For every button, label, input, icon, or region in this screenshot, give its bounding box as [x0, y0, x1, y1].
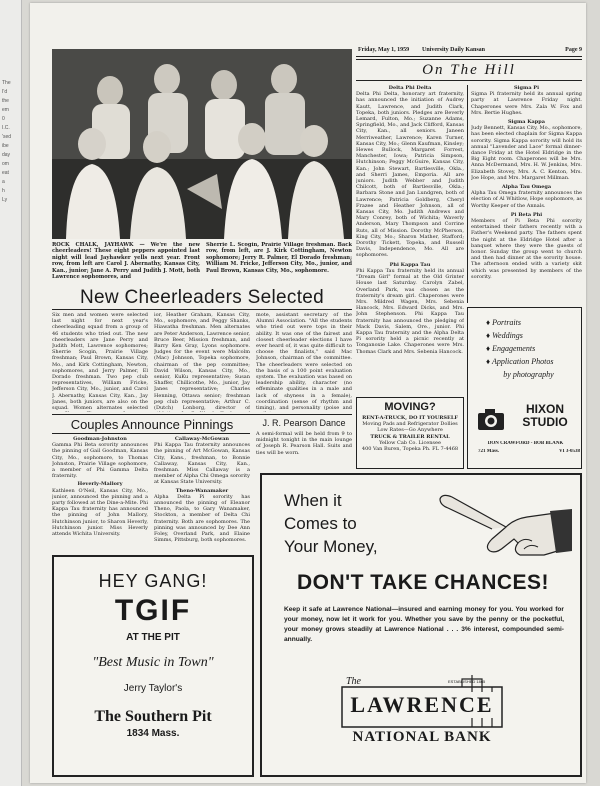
- scanner-edge-fragment: I.C.: [2, 125, 10, 131]
- moving-ad: [356, 397, 464, 469]
- tgif-line3: AT THE PIT: [126, 632, 180, 643]
- cheerleaders-headline: New Cheerleaders Selected: [79, 287, 325, 308]
- photo-caption-right: Sherrie L. Scogin, Prairie Village freshman. Back row, from left, are J. Kirk Cottingham, Newton sophomore; Jerry R. Palmer, El Dorado freshman; William M. Fricke, Jefferson City, Mo., junior, and Paul Brown, Kansas City, Mo., sophomore.: [206, 242, 352, 274]
- scanner-edge-fragment: The: [2, 80, 11, 86]
- header-page: Page 9: [565, 47, 582, 53]
- hixon-item: ♦ Engagements: [486, 344, 536, 353]
- moving-ad-title: MOVING?: [384, 401, 436, 413]
- pinnings-col-2: [154, 436, 250, 548]
- cheer-col-1: Six men and women were selected last night for next year's cheerleading squad from a group of 46 students who tried out. The new cheerleaders are Jane Perry and Judith Mott, Lawrence sophomores; Sherrie Scogin, Prairie Village freshman; Paul Brown, Kansas City, Mo., and Kirk Cottingham, Newton, sophomores, and Jerry Palmer, El Dorado freshman. Two pep club representatives, William Fricke, Jefferson City, Mo., junior, and Carol J. Abernathy, Kansas City, Kan., Jay Janes, both juniors, are also on the squad. Women alternates selected: [52, 312, 148, 412]
- scanner-edge: [0, 0, 22, 786]
- pinning-title: Goodman-Johnston: [73, 436, 127, 442]
- bank-body: Keep it safe at Lawrence National—insured and earning money for you. You worked for your money, now let it work for you. Whether you save by the penny or the pocketful, your money grows steadily at Lawrence National . . . 3% interest, compounded semi-annually.: [284, 606, 564, 643]
- hixon-phone: VI 3-0538: [559, 449, 580, 454]
- hixon-item: ♦ Application Photos: [486, 357, 554, 366]
- hixon-item-label: Engagements: [492, 344, 536, 353]
- cheerleaders-photo: [52, 49, 352, 239]
- bank-headline: DON'T TAKE CHANCES!: [296, 571, 550, 594]
- moving-ad-line: RENT-A-TRUCK, DO IT YOURSELF: [362, 415, 458, 421]
- scanner-edge-fragment: Ly: [2, 197, 8, 203]
- cheerleaders-photo-art: [52, 49, 352, 239]
- scanner-edge-fragment: 'sed: [2, 134, 12, 140]
- section-rule: [52, 414, 352, 415]
- bank-established: ESTABLISHED 1865: [448, 679, 486, 684]
- camera-icon: [476, 404, 506, 434]
- scanner-edge-fragment: 0: [2, 116, 5, 122]
- hill-item-title: Sigma Pi: [514, 85, 539, 91]
- tgif-line4: "Best Music in Town": [92, 655, 214, 670]
- moving-ad-line: Yellow Cab Co. Licensee: [379, 439, 441, 446]
- pointing-hand-icon: [432, 481, 572, 561]
- tgif-line6: The Southern Pit: [94, 708, 212, 725]
- on-the-hill-banner: [356, 59, 582, 81]
- moving-ad-line: TRUCK & TRAILER RENTAL: [370, 433, 450, 440]
- bank-the: The: [346, 676, 361, 687]
- hixon-people: DON CRAWFORD - BOB BLANK: [487, 441, 564, 446]
- pinnings-col-1: [52, 436, 148, 548]
- scanner-edge-fragment: em: [2, 107, 9, 113]
- hill-item-body: Judy Bennett, Kansas City, Mo., sophomore, has been elected chaplain for Sigma Kappa sorority. Sigma Kappa sorority will hold its annual "Lavender and Lace" formal dinner-dance Friday at the Hotel Eldridge in the Big Eight room. Chaperones will be Mrs. Anna McDermand, Mrs. H. W. Jenkins, Mrs. Elizabeth Stovey, Mrs. A. C. Kenton, Mrs. Joe Hope, and Mrs. Margaret Millman.: [471, 125, 582, 181]
- scanner-edge-fragment: day: [2, 152, 11, 158]
- header-rule: [356, 56, 582, 57]
- bank-logo: [322, 665, 522, 745]
- photo-caption-left: ROCK CHALK, JAYHAWK — We're the new cheerleaders! These eight peppers appointed last night will lead Jayhawker yells next year. Front row, from left are Carol J. Abernathy, Kansas City, Kan., junior; Jane A. Perry and Judith J. Mott, both Lawrence sophomores, and: [52, 242, 200, 281]
- bank-tagline: [284, 489, 378, 558]
- hill-item-body: Phi Kappa Tau fraternity held its annual "Dream Girl" formal at the Old Grinter House last Saturday. Carolyn Zabel, Overland Park, was chosen as the fraternity's dream girl. Chaperones were Mrs. Mildred Wagen, Mrs. Sebenia Hancock, Mrs. Edward Dicks, and Mrs. John Stephenson. Phi Kappa Tau fraternity has announced the pledging of Mack Davis, Salem, Ore., junior. Phi Kappa Tau fraternity and the Alpha Delta Pi sorority held a picnic recently at Tonganoxie Lake. Chaperones were Mrs. Thomas Clark and Mrs. Sebenia Hancock.: [356, 267, 464, 355]
- hixon-item-label: Weddings: [492, 331, 523, 340]
- header-date: Friday, May 1, 1959: [358, 47, 410, 53]
- bank-ad: [260, 473, 582, 777]
- hixon-item-label: Portraits: [492, 318, 521, 327]
- bank-name-2: NATIONAL BANK: [352, 729, 492, 745]
- hill-item-title: Phi Kappa Tau: [389, 261, 431, 268]
- bank-name: LAWRENCE: [344, 692, 500, 718]
- pinning-title: Heverly-Mallory: [77, 481, 123, 488]
- hill-item-body: Members of Pi Beta Phi sorority entertained their fathers recently with a Father's Weekend party. The fathers spent the night at the Eldridge Hotel after a banquet where they were the guests of honor. Sunday the group went to church and then had dinner at the sorority house. The afternoon ended with a variety skit which was presented by members of the sorority.: [471, 218, 582, 280]
- hixon-ad: [467, 307, 582, 469]
- hill-item-title: Sigma Kappa: [507, 119, 546, 126]
- hixon-name-bottom: STUDIO: [522, 415, 568, 429]
- scanner-edge-fragment: om: [2, 161, 9, 167]
- dance-title: J. R. Pearson Dance: [262, 418, 346, 428]
- hill-item-title: Alpha Tau Omega: [501, 184, 552, 191]
- scanner-edge-fragment: ibe: [2, 143, 9, 149]
- moving-ad-line: 400 Van Buren, Topeka Ph. FL 7-4468: [361, 446, 459, 453]
- scanner-edge-fragment: I'd: [2, 89, 8, 95]
- pinnings-headline: Couples Announce Pinnings: [70, 417, 234, 432]
- col-divider: [467, 85, 468, 303]
- hill-col-1: [356, 85, 464, 393]
- newspaper-page: [30, 3, 586, 783]
- hixon-by: by photography: [503, 370, 554, 379]
- pinning-body: Alpha Delta Pi sorority has announced the pinning of Eleanor Theno, Paola, to Gary Wanamaker, Stockton, a member of Delta Chi fraternity. Both are sophomores. The pinning was announced by Dee Ann Foley, Overland Park, and Elaine Simms, Pittsburg, both sophomores.: [154, 493, 250, 544]
- hixon-address: 721 Mass.: [478, 449, 500, 454]
- scanner-edge-fragment: the: [2, 98, 9, 104]
- bank-tagline-line: Your Money,: [284, 537, 378, 556]
- hixon-name-top: HIXON: [525, 402, 564, 416]
- cheer-rule: [52, 309, 352, 310]
- scanner-edge-fragment: h: [2, 188, 5, 194]
- tgif-line1: HEY GANG!: [98, 571, 208, 591]
- bank-tagline-line: When it: [284, 491, 342, 510]
- bank-tagline-line: Comes to: [284, 514, 357, 533]
- moving-ad-line: Low Rates—Go Anywhere: [377, 427, 443, 434]
- scanner-edge-fragment: a: [2, 179, 5, 185]
- tgif-ad: [52, 555, 254, 777]
- moving-ad-line: Moving Pads and Refrigerator Dollies: [362, 421, 458, 428]
- hill-item-body: Sigma Pi fraternity held its annual spring party at Lawrence Friday night. Chaperones were Mrs. Zala W. Fox and Mrs. Bertie Hughes.: [471, 91, 582, 116]
- hill-col-2: [471, 85, 582, 305]
- tgif-line7: 1834 Mass.: [126, 728, 180, 739]
- pinning-body: Phi Kappa Tau fraternity announces the pinning of Art McGowan, Kansas City, Kans., freshman, to Bonnie Callaway, Kansas City, Kan., freshman. Miss Callaway is a member of Alpha Chi Omega sorority at Kansas State University.: [154, 442, 250, 486]
- hill-item-body: Alpha Tau Omega fraternity announces the election of Al Whitlow, Hope sophomore, as Worthy Keeper of the Annals.: [471, 190, 582, 209]
- hixon-item: ♦ Weddings: [486, 331, 523, 340]
- pinning-body: Gamma Phi Beta sorority announces the pinning of Gail Goodman, Kansas City, Mo., sophomore, to Thomas Johnston, Prairie Village sophomore, a member of Phi Gamma Delta fraternity.: [52, 442, 148, 480]
- hixon-item-label: Application Photos: [491, 357, 554, 366]
- hill-item-title: Pi Beta Phi: [510, 211, 543, 218]
- pinning-title: Callaway-McGowan: [174, 436, 230, 442]
- hixon-name: [510, 403, 580, 429]
- hixon-item: ♦ Portraits: [486, 318, 521, 327]
- cheer-col-2: ior, Heather Graham, Kansas City, Mo., sophomore, and Peggy Shanks, Hiawatha freshman. Men alternates are Peter Anderson, Lawrence senior, Bruce Beer, Mission freshman, and Barry Ken Gray, Lyons sophomore. Judges for the event were Malcolm (Mac) Johnson, Topeka sophomore, chairman of the pep committee; David Wilson, Kansas City, Mo., senior, KuKu representative; Susan Shaffer, Chillicothe, Mo., junior, Jay Janes representative; Charles Henning, Ottawa senior; freshman pep club representative; Arthur C. (Dutch) Lonborg, director of: [154, 312, 250, 412]
- on-the-hill-title: On The Hill: [422, 62, 516, 78]
- tgif-line5: Jerry Taylor's: [123, 683, 183, 694]
- pinning-title: Theno-Wanamaker: [175, 487, 229, 494]
- hill-item-title: Delta Phi Delta: [388, 85, 432, 91]
- cheer-col-3: mote, assistant secretary of the Alumni Association. "All the students who tried out were tops in their ability. It was one of the fairest and closest cheerleader elections I have ever heard of, it was quite difficult to choose the finalists," said Mac Johnson, chairman of the committee. The cheerleaders were selected on the basis of a 100 point evaluation system. The evaluation was based on leadership ability, character (no effeminate qualities in a male and lack of shyness in a female), coordination (sense of rhythm and timing), and personality (poise and: [256, 312, 352, 412]
- pinning-body: Kathleen O'Neil, Kansas City, Mo., junior, announced the pinning and a party followed at the Dine-a-Mite. Phi Kappa Tau fraternity has announced the pinning of John Mallory, Hutchinson junior, to Sharon Heverly, Hutchinson junior. Miss Heverly attends Wichita University.: [52, 487, 148, 538]
- tgif-line2: TGIF: [114, 594, 192, 627]
- hixon-services: [486, 316, 581, 381]
- hill-item-body: Delta Phi Delta, honorary art fraternity, has announced the initiation of Audrey Kautt, Lawrence, and Judith Clark, Topeka, both juniors. Pledges are Beverly Lemard, Fulton, Mo.; Suzanne Adams, Springfield, Mo., and Jack Clifford, Kansas City, Kan., all seniors. Janeen Merriweather, Lawrence; Karen Turner, Kansas City, Mo.; Glenn Kaufman, Kinsley; Hewes Bullock, Margaret Forrest, Manchester, Iowa; Patricia Simpson, Hutchinson; Peggy McGuire, Kansas City, Kan.; John Stewart, Bartlesville, Okla., and Sherri James, Emporia. All are juniors. Judith Webber and Judith Chilcott, both of Bartlesville, Okla.; Barbara Stone and Jan Lundgren, both of Lawrence; Patricia Goldberg, Cheryl Frazee and Heather Johnson, all of Kansas City, Mo. Judith Andrews and Mary Conrey, both of Wichita; Waverly Anderson, Mary Thompson and Corrine Ruts, all of Mission. Dorothy McPherson, King City, Mo.; Sharon Mather, Stafford; Dorothy Tickett, Topeka, and Russell Davis, Independence, Mo. All are sophomores.: [356, 91, 464, 259]
- header-paper: University Daily Kansan: [422, 47, 486, 53]
- pinnings-rule: [52, 433, 250, 434]
- scanner-edge-fragment: eat: [2, 170, 9, 176]
- dance-body: A semi-formal will be held from 9 to midnight tonight in the main lounge of Joseph R. Pearson Hall. Suits and ties will be worn.: [256, 431, 352, 456]
